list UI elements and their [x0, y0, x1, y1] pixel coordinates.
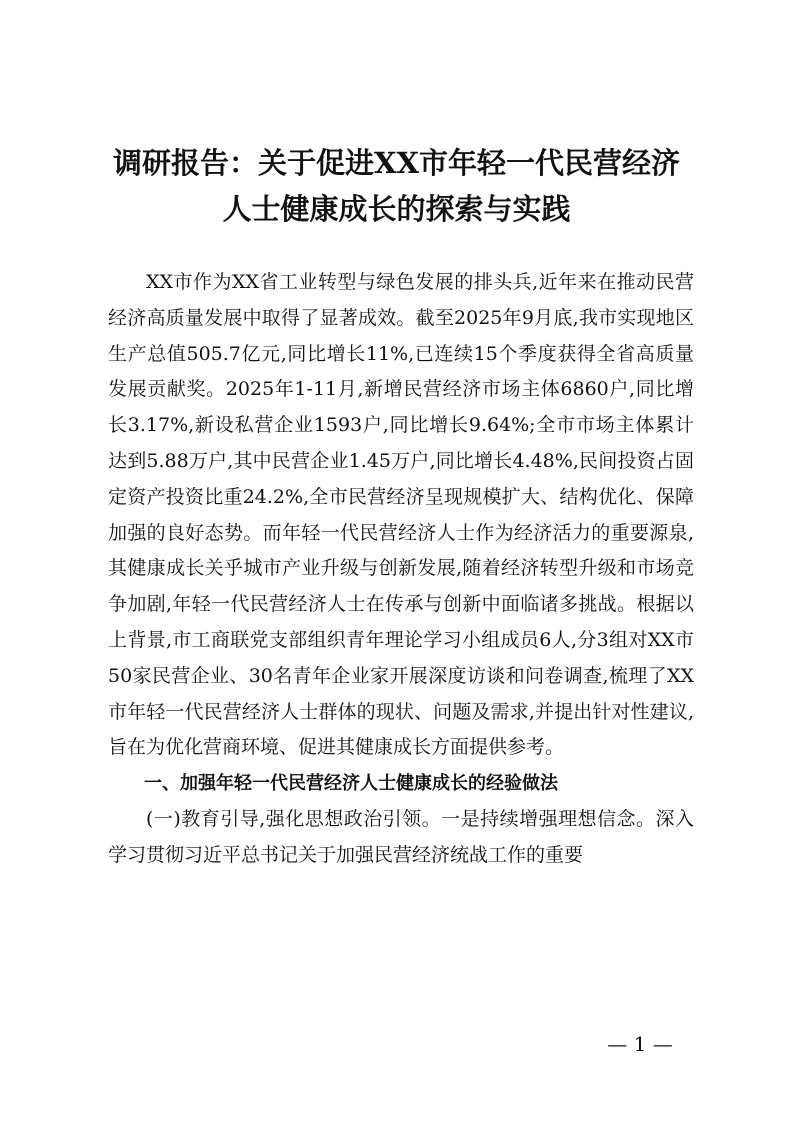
document-title-line-2: 人士健康成长的探索与实践	[222, 192, 571, 226]
page-number: — 1 —	[607, 1032, 673, 1056]
section-heading: 一、加强年轻一代民营经济人士健康成长的经验做法	[144, 773, 558, 795]
document-body	[108, 265, 694, 874]
document-title-line-1: 调研报告：关于促进XX市年轻一代民营经济	[112, 146, 680, 180]
section-paragraph: (一)教育引导,强化思想政治引领。一是持续增强理想信念。深入学习贯彻习近平总书记关于加强民营经济统战工作的重要	[108, 807, 694, 866]
intro-paragraph: XX市作为XX省工业转型与绿色发展的排头兵,近年来在推动民营经济高质量发展中取得了显著成效。截至2025年9月底,我市实现地区生产总值505.7亿元,同比增长11%,已连续15个季度获得全省高质量发展贡献奖。2025年1-11月,新增民营经济市场主体6860户,同比增长3.17%,新设私营企业1593户,同比增长9.64%;全市市场主体累计达到5.88万户,其中民营企业1.45万户,同比增长4.48%,民间投资占固定资产投资比重24.2%,全市民营经济呈现规模扩大、结构优化、保障加强的良好态势。而年轻一代民营经济人士作为经济活力的重要源泉,其健康成长关乎城市产业升级与创新发展,随着经济转型升级和市场竞争加剧,年轻一代民营经济人士在传承与创新中面临诸多挑战。根据以上背景,市工商联党支部组织青年理论学习小组成员6人,分3组对XX市50家民营企业、30名青年企业家开展深度访谈和问卷调查,梳理了XX市年轻一代民营经济人士群体的现状、问题及需求,并提出针对性建议,旨在为优化营商环境、促进其健康成长方面提供参考。	[108, 271, 694, 759]
